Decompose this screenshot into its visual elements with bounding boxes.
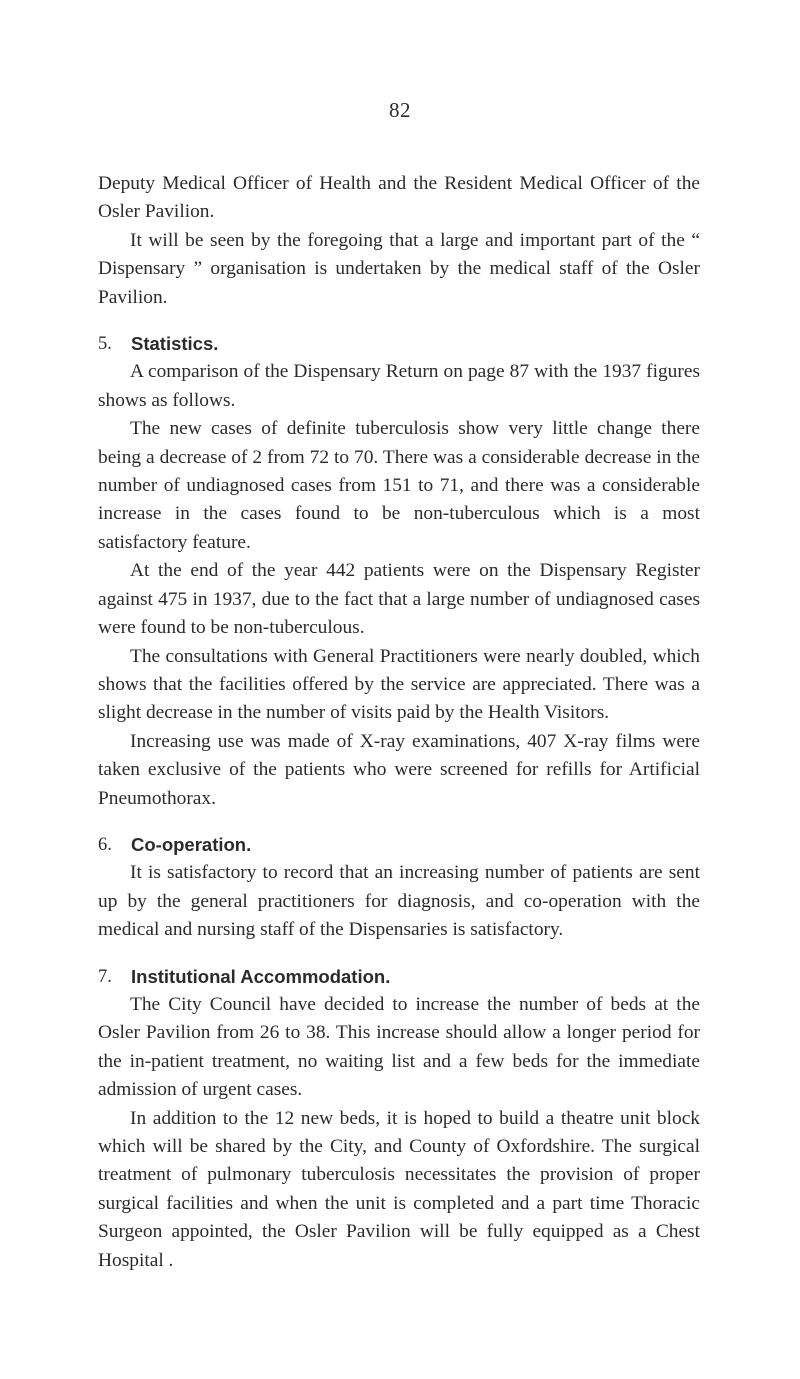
paragraph: The new cases of definite tuberculosis show very little change there being a decrease of 2 from 72 to 70. There was a considerable decrease in the number of undiagnosed cases from 151 to 71, and there was a considerable increase in the cases found to be non-tuberculous which is a most satisfactory feature. bbox=[98, 418, 700, 553]
paragraph: Increasing use was made of X-ray examinations, 407 X-ray films were taken exclusive of the patients who were screened for refills for Artificial Pneumothorax. bbox=[98, 730, 700, 809]
paragraph: The consultations with General Practitioners were nearly doubled, which shows that the facilities offered by the service are appreciated. There was a slight decrease in the number of visits paid by the Health Visitors. bbox=[98, 645, 700, 724]
intro-paragraph-2: It will be seen by the foregoing that a large and important part of the “ Dispensary ” organisation is undertaken by the medical staff of the Osler Pavilion. bbox=[98, 229, 700, 308]
section-number: 5. bbox=[98, 334, 112, 355]
section-number: 6. bbox=[98, 834, 112, 855]
document-body bbox=[98, 170, 700, 1275]
section-title: Institutional Accommodation. bbox=[131, 965, 391, 987]
paragraph: At the end of the year 442 patients were on the Dispensary Register against 475 in 1937, due to the fact that a large number of undiagnosed cases were found to be non-tuberculous. bbox=[98, 560, 700, 639]
section-heading-institutional-accommodation bbox=[98, 963, 700, 991]
paragraph: A comparison of the Dispensary Return on page 87 with the 1937 figures shows as follows. bbox=[98, 361, 700, 411]
paragraph: It is satisfactory to record that an increasing number of patients are sent up by the general practitioners for diagnosis, and co-operation with the medical and nursing staff of the Dispensaries is satisfactory. bbox=[98, 862, 700, 941]
section-number: 7. bbox=[98, 966, 112, 987]
section-title: Co-operation. bbox=[131, 833, 252, 855]
page-number: 82 bbox=[389, 98, 411, 122]
section-title: Statistics. bbox=[131, 333, 219, 355]
section-heading-statistics bbox=[98, 330, 700, 358]
paragraph: In addition to the 12 new beds, it is hoped to build a theatre unit block which will be shared by the City, and County of Oxfordshire. The surgical treatment of pulmonary tuberculosis necessitates the provision of proper surgical facilities and when the unit is completed and a part time Thoracic Surgeon appointed, the Osler Pavilion will be fully equipped as a Chest Hospital . bbox=[98, 1107, 700, 1271]
intro-paragraph-1: Deputy Medical Officer of Health and the Resident Medical Officer of the Osler Pavilion. bbox=[98, 173, 700, 223]
paragraph: The City Council have decided to increase the number of beds at the Osler Pavilion from 26 to 38. This increase should allow a longer period for the in-patient treatment, no waiting list and a few beds for the immediate admission of urgent cases. bbox=[98, 993, 700, 1101]
section-heading-co-operation bbox=[98, 831, 700, 859]
